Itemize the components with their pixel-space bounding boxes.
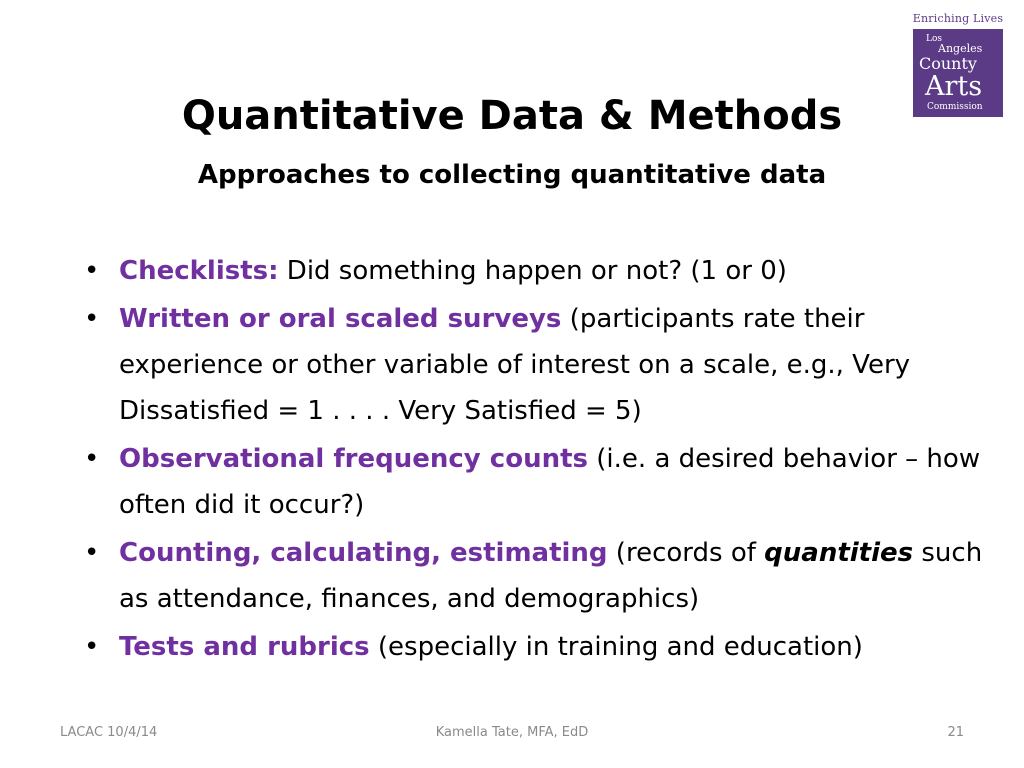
bullet-term: Checklists: [119, 256, 279, 286]
slide-subtitle: Approaches to collecting quantitative data [197, 160, 827, 190]
bullet-item-surveys [84, 296, 984, 434]
logo-line-los: Los [926, 34, 943, 44]
bullet-text: Did something happen or not? (1 or 0) [278, 256, 787, 286]
bullet-text: (records of [607, 538, 765, 568]
logo-line-commission: Commission [927, 102, 983, 112]
bullet-term: Observational frequency counts [119, 444, 589, 474]
logo-line-arts: Arts [925, 71, 983, 102]
bullet-dot: • [84, 304, 100, 334]
bullet-item-tests-rubrics [84, 624, 984, 670]
logo-line-county: County [919, 54, 977, 73]
logo-line-angeles: Angeles [938, 42, 983, 55]
bullet-text: (especially in training and education) [369, 632, 863, 662]
logo-tagline: Enriching Lives [912, 12, 1004, 25]
bullet-dot: • [84, 256, 100, 286]
bullet-emphasis: quantities [764, 538, 914, 568]
bullet-item-frequency-counts [84, 436, 984, 528]
bullet-list [84, 248, 984, 672]
bullet-term: Written or oral scaled surveys [119, 304, 562, 334]
footer-author: Kamella Tate, MFA, EdD [435, 725, 589, 740]
bullet-text: (participants rate their experience or other variable of interest on a scale, e.g., Very Dissatisfied = 1 . . . . Very Satisfied = 5) [119, 304, 911, 426]
bullet-term: Tests and rubrics [119, 632, 370, 662]
bullet-dot: • [84, 632, 100, 662]
slide-title: Quantitative Data & Methods [181, 93, 843, 139]
bullet-dot: • [84, 538, 100, 568]
bullet-text: (i.e. a desired behavior – how often did it occur?) [119, 444, 981, 520]
slide-number: 21 [947, 725, 964, 740]
bullet-item-counting [84, 530, 984, 622]
bullet-term: Counting, calculating, estimating [119, 538, 608, 568]
bullet-dot: • [84, 444, 100, 474]
bullet-text-after: such as attendance, finances, and demographics) [119, 538, 983, 614]
footer-date: LACAC 10/4/14 [60, 725, 158, 740]
bullet-item-checklists [84, 248, 984, 294]
